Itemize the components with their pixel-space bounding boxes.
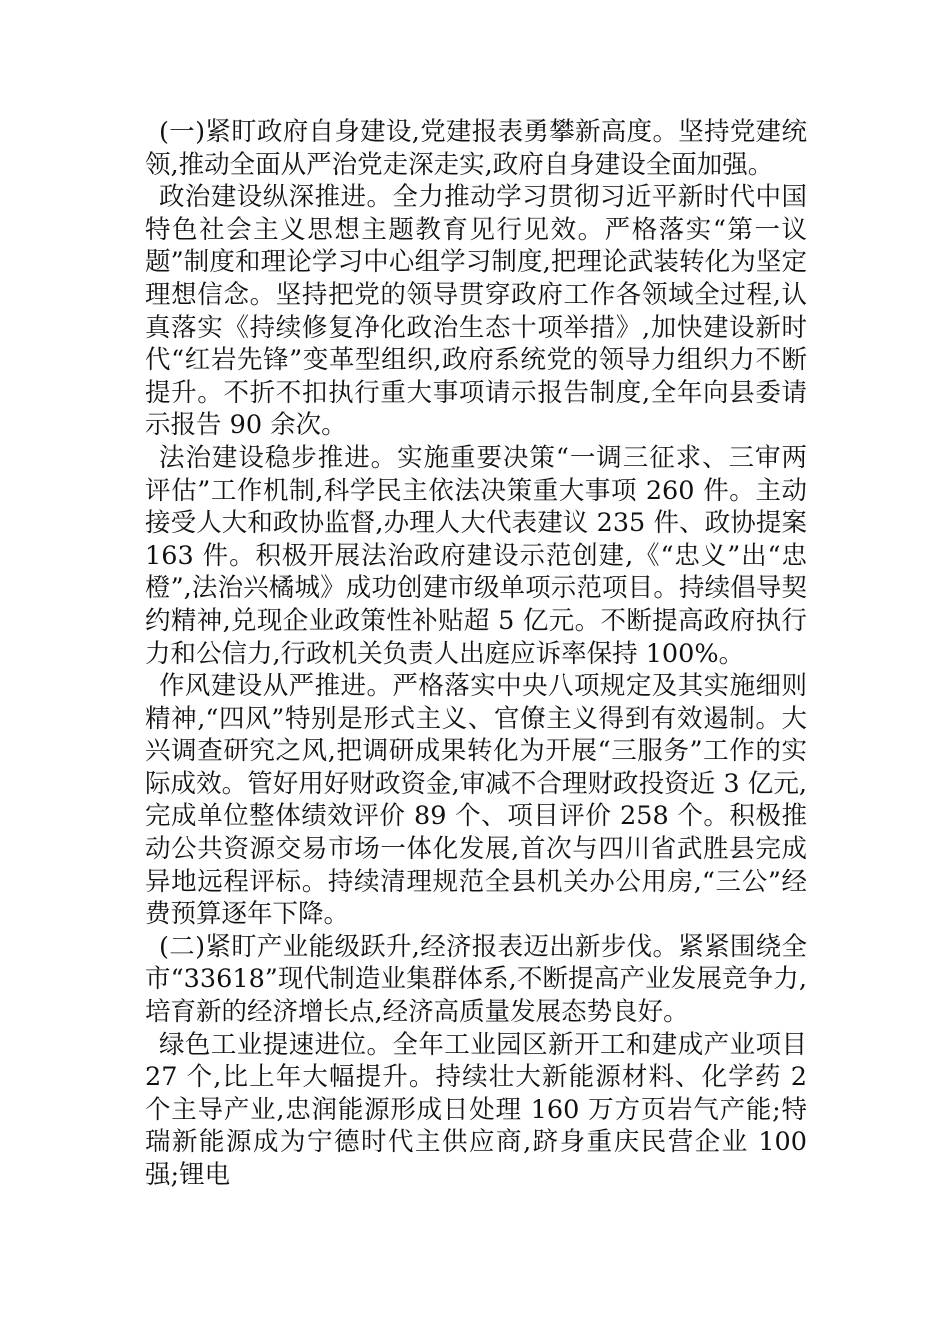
paragraph-political-building: 政治建设纵深推进。全力推动学习贯彻习近平新时代中国特色社会主义思想主题教育见行见效。严格落实“第一议题”制度和理论学习中心组学习制度,把理论武装转化为坚定理想信念。坚持把党的领导贯穿政府工作各领域全过程,认真落实《持续修复净化政治生态十项举措》,加快建设新时代“红岩先锋”变革型组织,政府系统党的领导力组织力不断提升。不折不扣执行重大事项请示报告制度,全年向县委请示报告 90 余次。 bbox=[145, 182, 807, 441]
paragraph-industry-upgrade: (二)紧盯产业能级跃升,经济报表迈出新步伐。紧紧围绕全市“33618”现代制造业集群体系,不断提高产业发展竞争力,培育新的经济增长点,经济高质量发展态势良好。 bbox=[145, 931, 807, 1028]
paragraph-green-industry: 绿色工业提速进位。全年工业园区新开工和建成产业项目 27 个,比上年大幅提升。持续壮大新能源材料、化学药 2 个主导产业,忠润能源形成日处理 160 万方页岩气产能;特瑞新能源成为宁德时代主供应商,跻身重庆民营企业 100 强;锂电 bbox=[145, 1029, 807, 1190]
document-body bbox=[145, 116, 807, 1192]
paragraph-government-self-building: (一)紧盯政府自身建设,党建报表勇攀新高度。坚持党建统领,推动全面从严治党走深走实,政府自身建设全面加强。 bbox=[145, 117, 807, 180]
paragraph-work-style-building: 作风建设从严推进。严格落实中央八项规定及其实施细则精神,“四风”特别是形式主义、官僚主义得到有效遏制。大兴调查研究之风,把调研成果转化为开展“三服务”工作的实际成效。管好用好财政资金,审减不合理财政投资近 3 亿元,完成单位整体绩效评价 89 个、项目评价 258 个。积极推动公共资源交易市场一体化发展,首次与四川省武胜县完成异地远程评标。持续清理规范全县机关办公用房,“三公”经费预算逐年下降。 bbox=[145, 671, 807, 930]
paragraph-rule-of-law-building: 法治建设稳步推进。实施重要决策“一调三征求、三审两评估”工作机制,科学民主依法决策重大事项 260 件。主动接受人大和政协监督,办理人大代表建议 235 件、政协提案 163 件。积极开展法治政府建设示范创建,《“忠义”出“忠橙”,法治兴橘城》成功创建市级单项示范项目。持续倡导契约精神,兑现企业政策性补贴超 5 亿元。不断提高政府执行力和公信力,行政机关负责人出庭应诉率保持 100%。 bbox=[145, 442, 807, 669]
